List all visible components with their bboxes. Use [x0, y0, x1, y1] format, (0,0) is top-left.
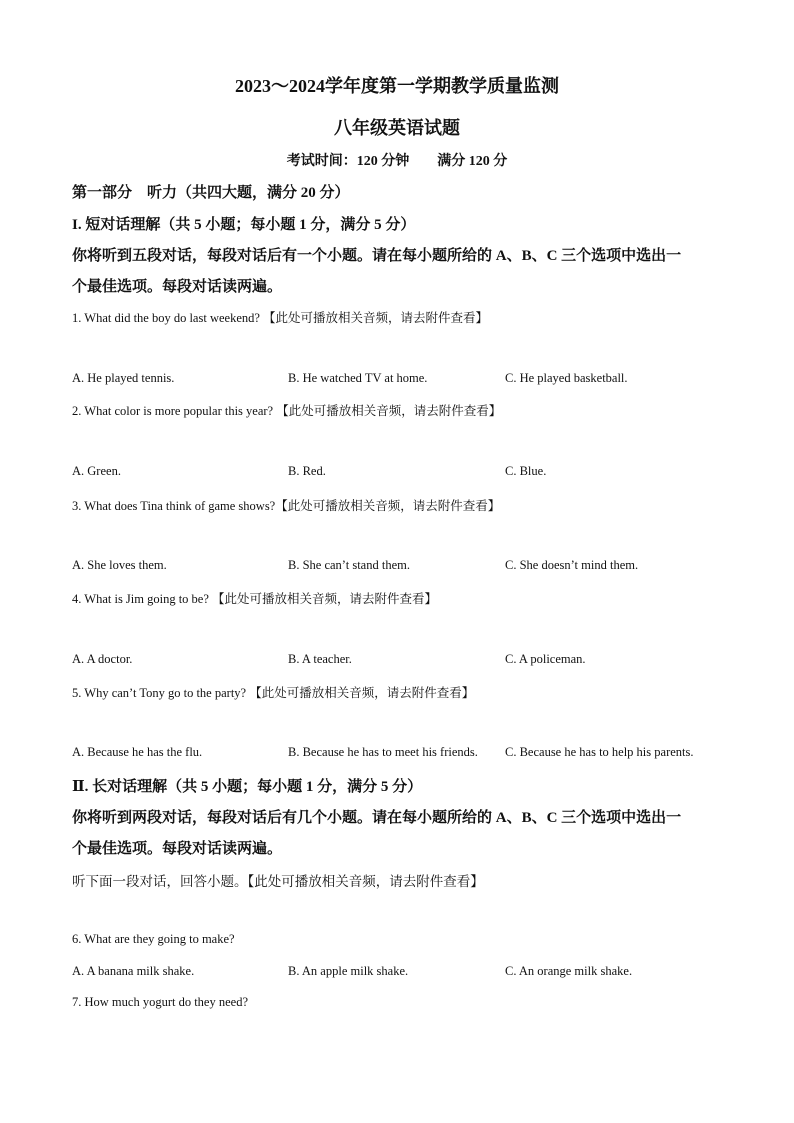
q1-option-c: C. He played basketball. — [505, 371, 628, 385]
q5-option-b: B. Because he has to meet his friends. — [288, 745, 478, 759]
part1-heading: 第一部分 听力（共四大题，满分 20 分） — [72, 185, 350, 201]
q5-option-a: A. Because he has the flu. — [72, 745, 203, 759]
section2-instruction-line2: 个最佳选项。每段对话读两遍。 — [72, 841, 283, 857]
page-subtitle: 八年级英语试题 — [334, 118, 460, 138]
section2-instruction-line1: 你将听到两段对话，每段对话后有几个小题。请在每小题所给的 A、B、C 三个选项中选出一 — [72, 810, 682, 826]
q3-option-b: B. She can’t stand them. — [288, 558, 410, 572]
section2-heading: Ⅱ. 长对话理解（共 5 小题；每小题 1 分，满分 5 分） — [72, 779, 423, 795]
q5-option-c: C. Because he has to help his parents. — [505, 745, 694, 759]
page-title: 2023～2024学年度第一学期教学质量监测 — [235, 76, 559, 96]
q2-option-b: B. Red. — [288, 464, 326, 478]
q3-option-a: A. She loves them. — [72, 558, 167, 572]
section1-instruction-line2: 个最佳选项。每段对话读两遍。 — [72, 279, 283, 295]
section1-heading: I. 短对话理解（共 5 小题；每小题 1 分，满分 5 分） — [72, 217, 416, 233]
section1-instruction-line1: 你将听到五段对话，每段对话后有一个小题。请在每小题所给的 A、B、C 三个选项中选出一 — [72, 248, 682, 264]
exam-info: 考试时间：120 分钟 满分 120 分 — [286, 154, 508, 169]
q6-option-b: B. An apple milk shake. — [288, 964, 409, 978]
question-5: 5. Why can’t Tony go to the party? 【此处可播放相关音频，请去附件查看】 — [72, 686, 475, 700]
q6-option-c: C. An orange milk shake. — [505, 964, 633, 978]
q6-option-a: A. A banana milk shake. — [72, 964, 195, 978]
q2-option-a: A. Green. — [72, 464, 121, 478]
question-1: 1. What did the boy do last weekend? 【此处可播放相关音频，请去附件查看】 — [72, 311, 489, 325]
question-7: 7. How much yogurt do they need? — [72, 995, 249, 1009]
question-2: 2. What color is more popular this year? 【此处可播放相关音频，请去附件查看】 — [72, 404, 502, 418]
q4-option-b: B. A teacher. — [288, 652, 352, 666]
q4-option-a: A. A doctor. — [72, 652, 133, 666]
section2-listen-note: 听下面一段对话，回答小题。【此处可播放相关音频，请去附件查看】 — [72, 874, 484, 889]
q1-option-a: A. He played tennis. — [72, 371, 175, 385]
q3-option-c: C. She doesn’t mind them. — [505, 558, 639, 572]
q4-option-c: C. A policeman. — [505, 652, 586, 666]
question-6: 6. What are they going to make? — [72, 932, 235, 946]
q2-option-c: C. Blue. — [505, 464, 547, 478]
question-3: 3. What does Tina think of game shows?【此处可播放相关音频，请去附件查看】 — [72, 499, 501, 513]
question-4: 4. What is Jim going to be? 【此处可播放相关音频，请去附件查看】 — [72, 592, 438, 606]
q1-option-b: B. He watched TV at home. — [288, 371, 428, 385]
